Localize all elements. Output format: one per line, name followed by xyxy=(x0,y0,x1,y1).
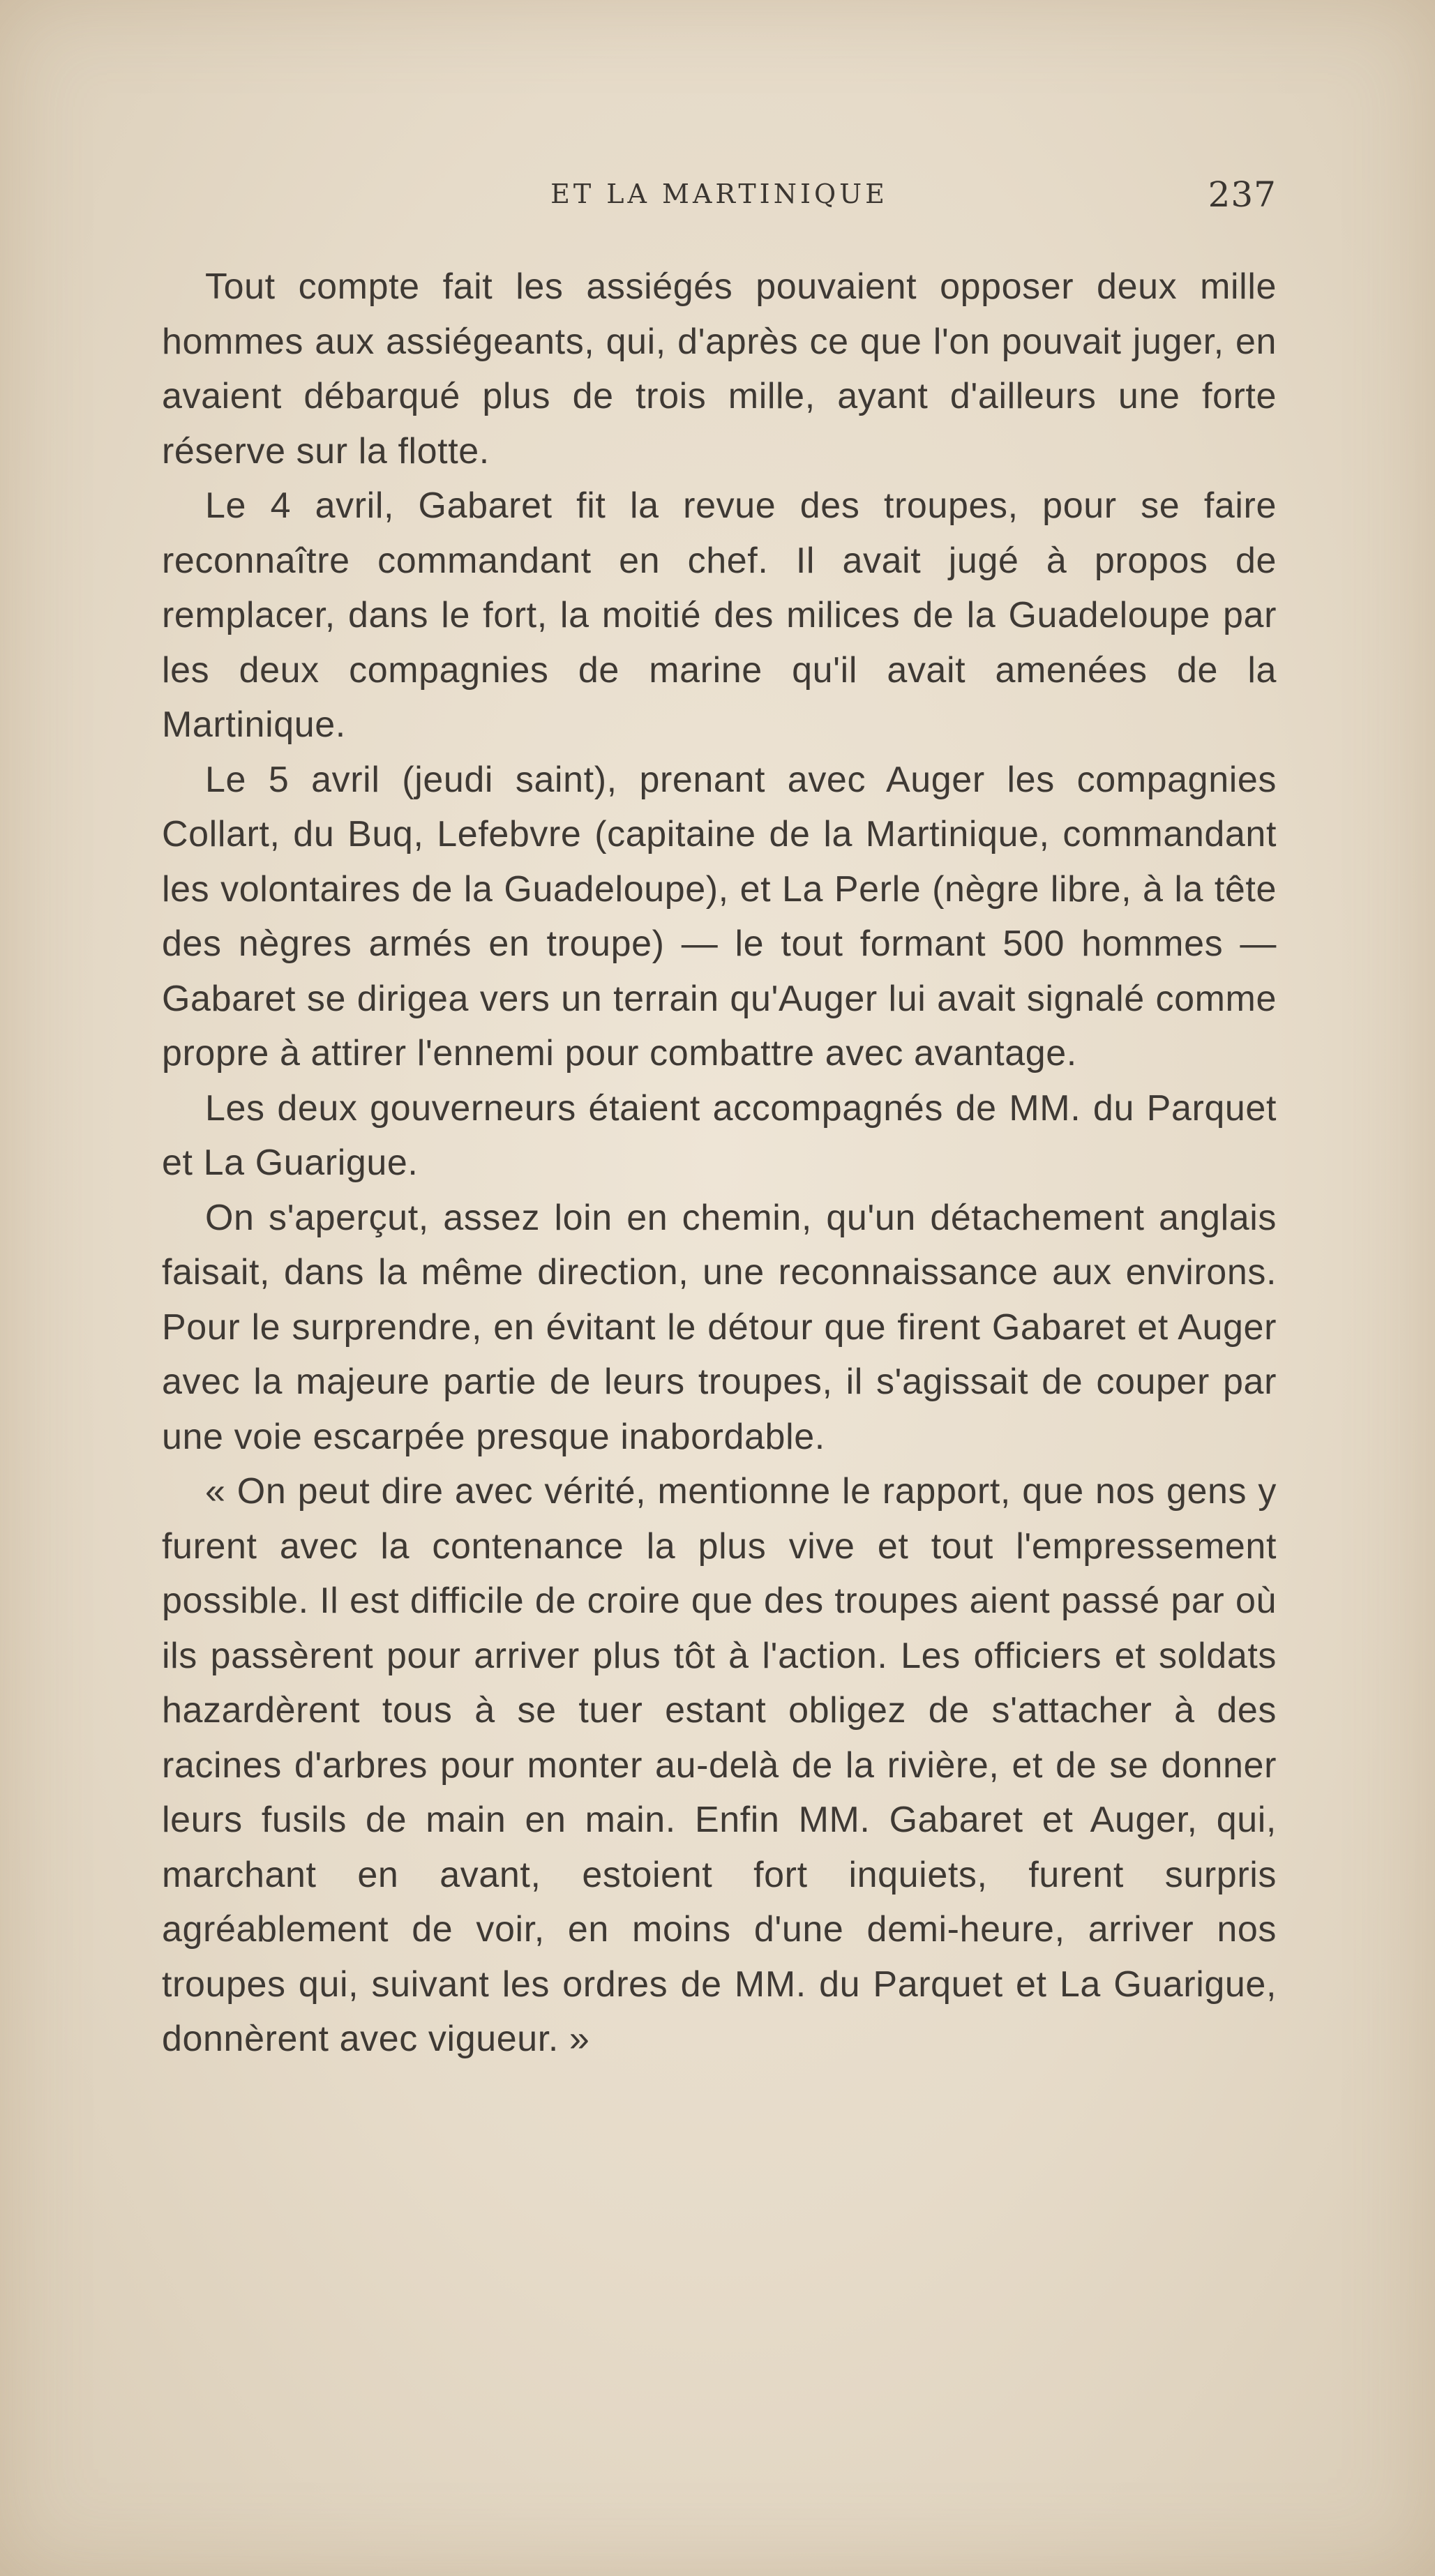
paragraph: On s'aperçut, assez loin en chemin, qu'un détachement anglais faisait, dans la même direction, une reconnaissance aux environs. Pour le surprendre, en évitant le détour que firent Gabaret et Auger avec la majeure partie de leurs troupes, il s'agissait de couper par une voie escarpée presque inabordable. xyxy=(162,1197,1277,1457)
running-head-title: ET LA MARTINIQUE xyxy=(550,179,888,209)
running-head xyxy=(162,174,1277,223)
page-number: 237 xyxy=(1208,174,1277,215)
paragraph: Tout compte fait les assiégés pouvaient opposer deux mille hommes aux assiégeants, qui, d'après ce que l'on pouvait juger, en avaient débarqué plus de trois mille, ayant d'ailleurs une forte réserve sur la flotte. xyxy=(162,266,1277,472)
body-text xyxy=(162,259,1277,2067)
paragraph: Le 5 avril (jeudi saint), prenant avec Auger les compagnies Collart, du Buq, Lefebvre (capitaine de la Martinique, commandant les volontaires de la Guadeloupe), et La Perle (nègre libre, à la tête des nègres armés en troupe) — le tout formant 500 hommes — Gabaret se dirigea vers un terrain qu'Auger lui avait signalé comme propre à attirer l'ennemi pour combattre avec avantage. xyxy=(162,759,1277,1074)
paragraph: Les deux gouverneurs étaient accompagnés de MM. du Parquet et La Guarigue. xyxy=(162,1087,1277,1183)
quoted-report-paragraph: « On peut dire avec vérité, mentionne le rapport, que nos gens y furent avec la contenance la plus vive et tout l'empressement possible. Il est difficile de croire que des troupes aient passé par où ils passèrent pour arriver plus tôt à l'action. Les officiers et soldats hazardèrent tous à se tuer estant obligez de s'attacher à des racines d'arbres pour monter au-delà de la rivière, et de se donner leurs fusils de main en main. Enfin MM. Gabaret et Auger, qui, marchant en avant, estoient fort inquiets, furent surpris agréablement de voir, en moins d'une demi-heure, arriver nos troupes qui, suivant les ordres de MM. du Parquet et La Guarigue, donnèrent avec vigueur. » xyxy=(162,1471,1277,2059)
paragraph: Le 4 avril, Gabaret fit la revue des troupes, pour se faire reconnaître commandant en chef. Il avait jugé à propos de remplacer, dans le fort, la moitié des milices de la Guadeloupe par les deux compagnies de marine qu'il avait amenées de la Martinique. xyxy=(162,485,1277,745)
